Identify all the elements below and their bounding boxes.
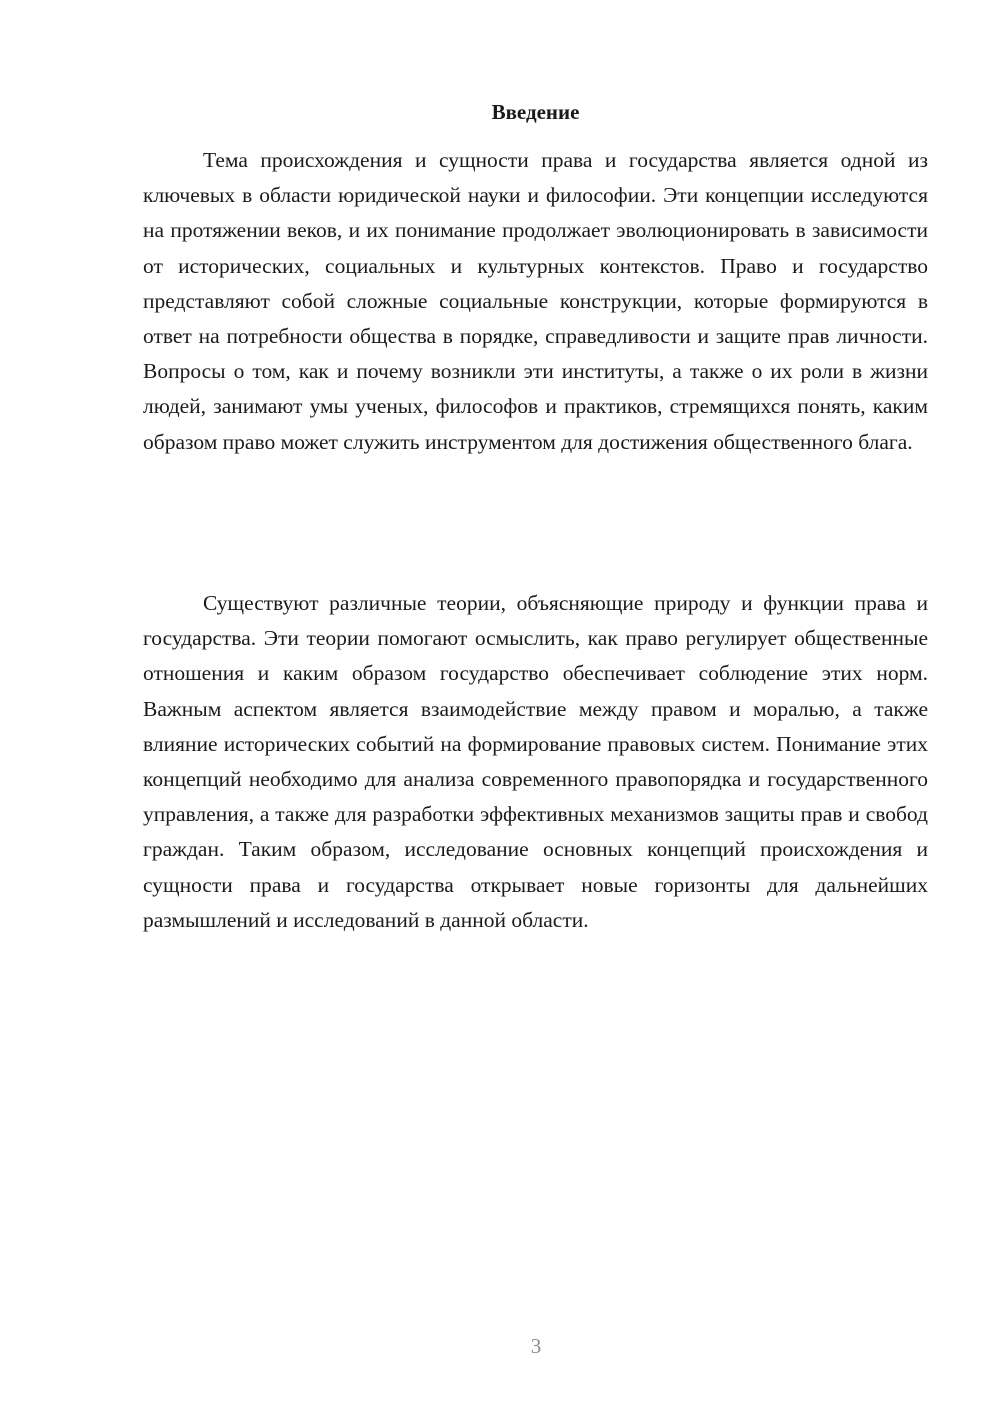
body-paragraph-2: Существуют различные теории, объясняющие природу и функции права и государства. Эти теории помогают осмыслить, как право регулирует общественные отношения и каким образом государство обеспечивает соблюдение этих норм. Важным аспектом является взаимодействие между правом и моралью, а также влияние исторических событий на формирование правовых систем. Понимание этих концепций необходимо для анализа современного правопорядка и государственного управления, а также для разработки эффективных механизмов защиты прав и свобод граждан. Таким образом, исследование основных концепций происхождения и сущности права и государства открывает новые горизонты для дальнейших размышлений и исследований в данной области. [143,591,928,932]
page-number: 3 [530,1334,542,1358]
section-title: Введение [491,100,580,124]
body-paragraph-1: Тема происхождения и сущности права и государства является одной из ключевых в области юридической науки и философии. Эти концепции исследуются на протяжении веков, и их понимание продолжает эволюционировать в зависимости от исторических, социальных и культурных контекстов. Право и государство представляют собой сложные социальные конструкции, которые формируются в ответ на потребности общества в порядке, справедливости и защите прав личности. Вопросы о том, как и почему возникли эти институты, а также о их роли в жизни людей, занимают умы ученых, философов и практиков, стремящихся понять, каким образом право может служить инструментом для достижения общественного блага. [143,148,928,454]
